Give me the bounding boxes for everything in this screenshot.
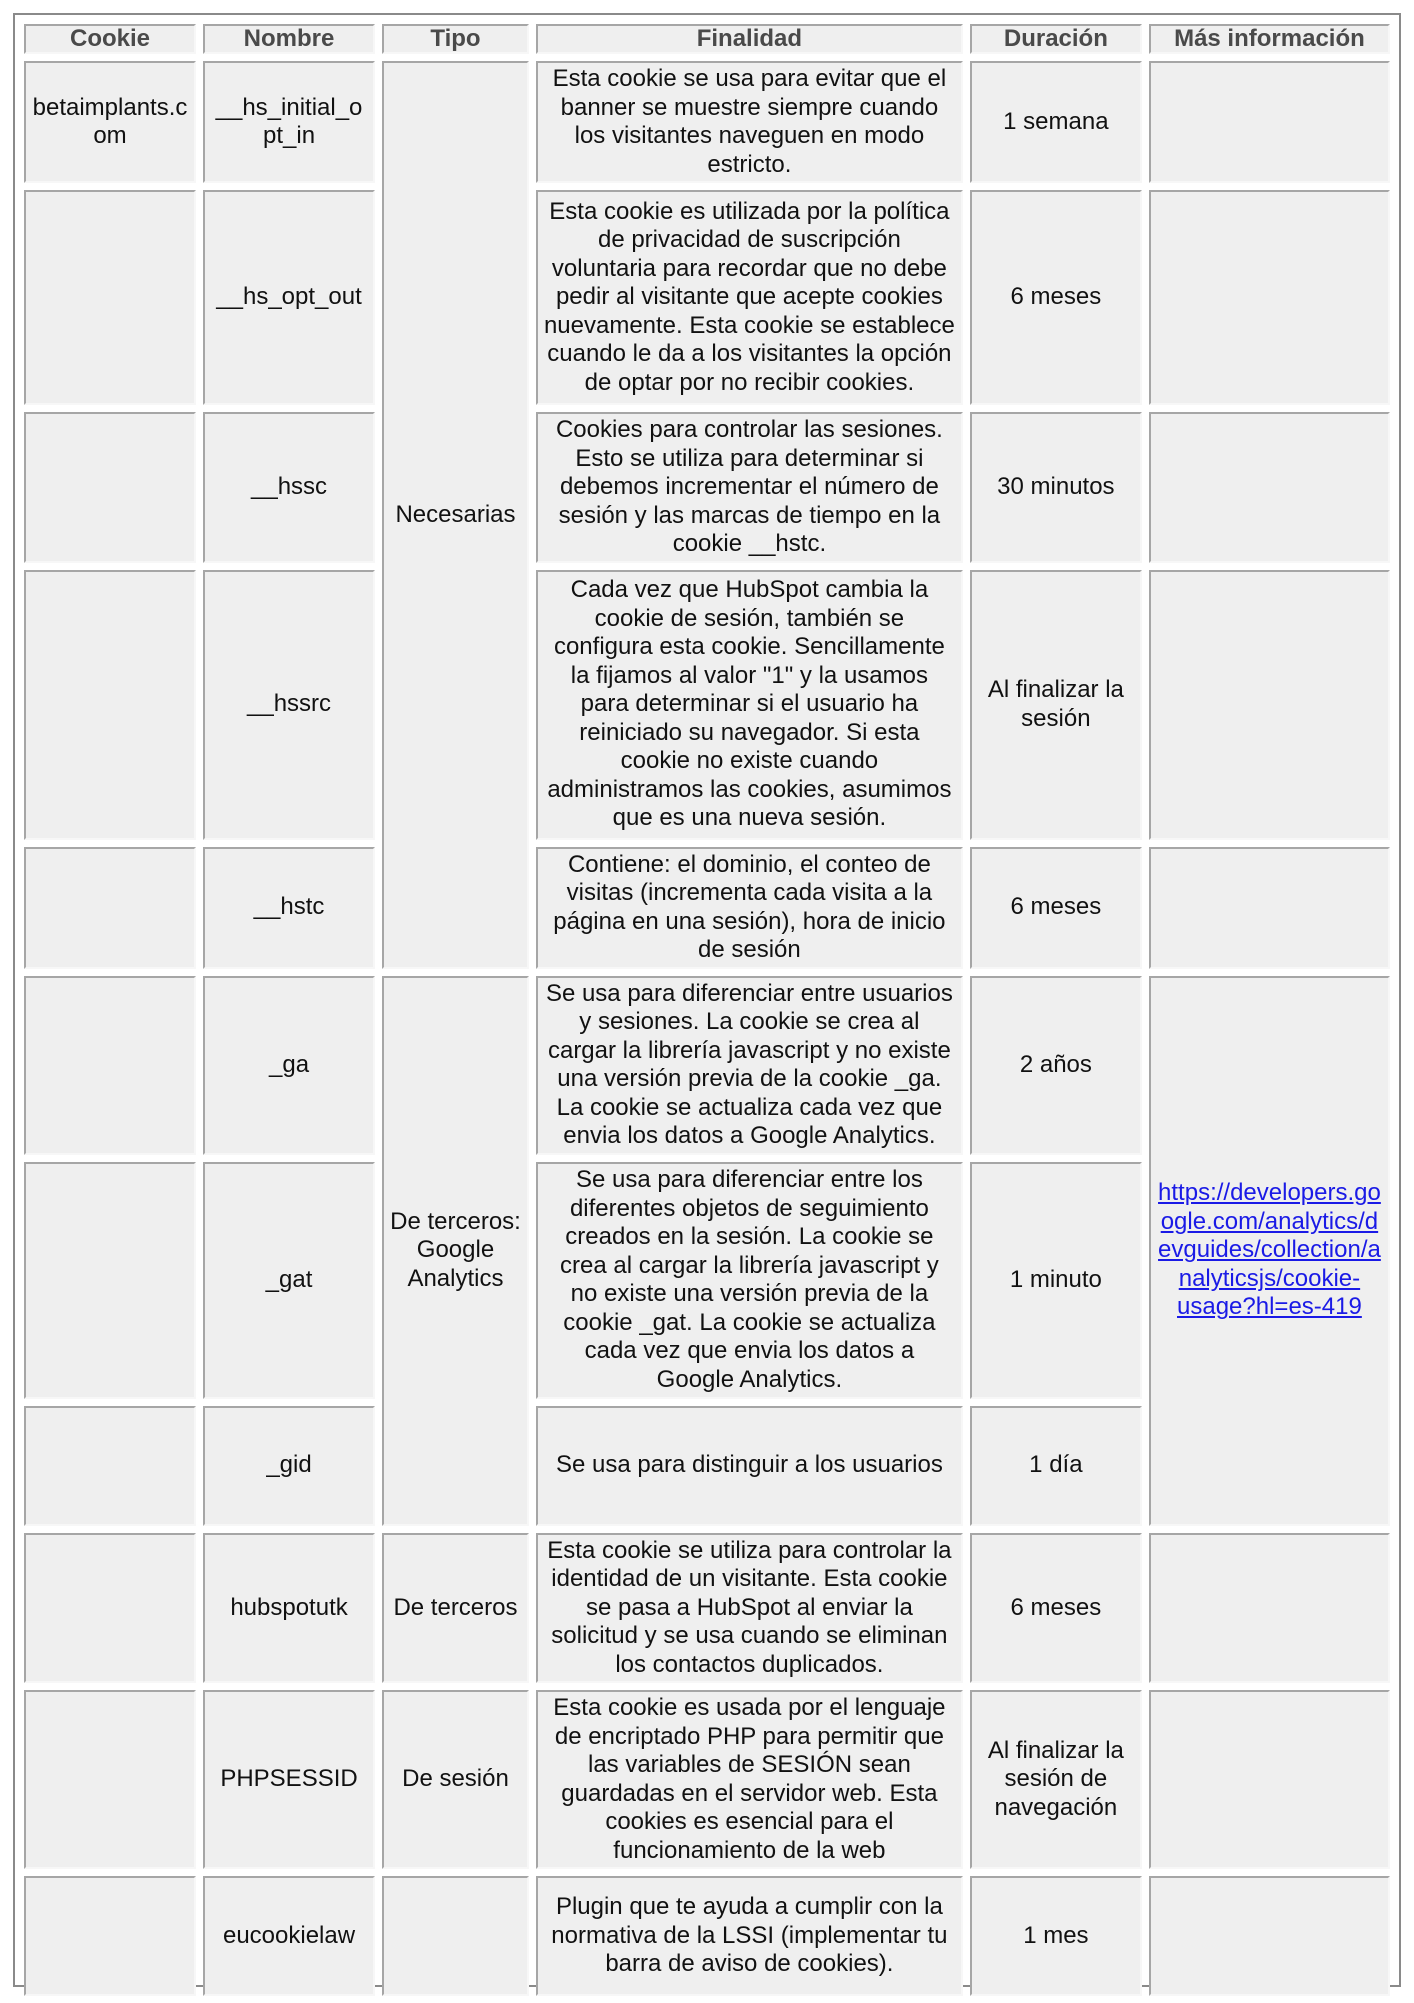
cookie-duration: Al finalizar la sesión [970, 570, 1142, 840]
cookie-purpose: Se usa para diferenciar entre los diferentes objetos de seguimiento creados en la sesión. La cookie se crea al cargar la librería javascript y no existe una versión previa de la cookie _gat. La cookie se actualiza cada vez que envia los datos a Google Analytics. [536, 1162, 963, 1399]
cookie-name: __hssc [203, 412, 375, 563]
cookie-name: __hs_opt_out [203, 190, 375, 405]
cookie-duration: 2 años [970, 976, 1142, 1155]
table-row [24, 976, 1390, 1155]
more-info-cell [1149, 847, 1390, 969]
cookie-domain [24, 847, 196, 969]
header-type: Tipo [382, 24, 529, 54]
cookie-duration: 1 semana [970, 61, 1142, 183]
cookie-purpose: Plugin que te ayuda a cumplir con la normativa de la LSSI (implementar tu barra de aviso de cookies). [536, 1876, 963, 1996]
table-row [24, 1533, 1390, 1684]
cookie-name: _gat [203, 1162, 375, 1399]
table-header-row [24, 24, 1390, 54]
type-google-analytics: De terceros: Google Analytics [382, 976, 529, 1526]
cookie-duration: 1 día [970, 1406, 1142, 1526]
cookie-name: hubspotutk [203, 1533, 375, 1684]
table-row [24, 847, 1390, 969]
table-row [24, 1876, 1390, 1996]
ga-cookie-usage-link[interactable]: https://developers.google.com/analytics/devguides/collection/analyticsjs/cookie-usage?hl=es-419 [1158, 1179, 1381, 1321]
more-info-cell [1149, 976, 1390, 1526]
cookie-name: _gid [203, 1406, 375, 1526]
cookie-name: _ga [203, 976, 375, 1155]
more-info-cell [1149, 1533, 1390, 1684]
cookie-type [382, 1876, 529, 1996]
cookie-duration: 6 meses [970, 1533, 1142, 1684]
cookie-domain [24, 1876, 196, 1996]
cookie-purpose: Esta cookie se usa para evitar que el banner se muestre siempre cuando los visitantes naveguen en modo estricto. [536, 61, 963, 183]
header-more-info: Más información [1149, 24, 1390, 54]
cookie-purpose: Cada vez que HubSpot cambia la cookie de sesión, también se configura esta cookie. Sencillamente la fijamos al valor "1" y la usamos para determinar si el usuario ha reiniciado su navegador. Si esta cookie no existe cuando administramos las cookies, asumimos que es una nueva sesión. [536, 570, 963, 840]
table-row [24, 570, 1390, 840]
table-row [24, 61, 1390, 183]
more-info-cell [1149, 570, 1390, 840]
cookie-purpose: Contiene: el dominio, el conteo de visitas (incrementa cada visita a la página en una sesión), hora de inicio de sesión [536, 847, 963, 969]
more-info-cell [1149, 61, 1390, 183]
cookie-duration: 30 minutos [970, 412, 1142, 563]
cookie-domain [24, 1533, 196, 1684]
header-name: Nombre [203, 24, 375, 54]
cookie-duration: 6 meses [970, 847, 1142, 969]
more-info-cell [1149, 1690, 1390, 1869]
cookie-purpose: Se usa para distinguir a los usuarios [536, 1406, 963, 1526]
cookie-domain [24, 1162, 196, 1399]
cookie-type: De terceros [382, 1533, 529, 1684]
cookie-purpose: Cookies para controlar las sesiones. Esto se utiliza para determinar si debemos incrementar el número de sesión y las marcas de tiempo en la cookie __hstc. [536, 412, 963, 563]
cookie-domain: betaimplants.com [24, 61, 196, 183]
cookie-duration: Al finalizar la sesión de navegación [970, 1690, 1142, 1869]
cookie-duration: 1 minuto [970, 1162, 1142, 1399]
table-row [24, 1690, 1390, 1869]
header-purpose: Finalidad [536, 24, 963, 54]
cookie-purpose: Se usa para diferenciar entre usuarios y sesiones. La cookie se crea al cargar la librería javascript y no existe una versión previa de la cookie _ga. La cookie se actualiza cada vez que envia los datos a Google Analytics. [536, 976, 963, 1155]
cookie-duration: 1 mes [970, 1876, 1142, 1996]
more-info-cell [1149, 412, 1390, 563]
header-cookie: Cookie [24, 24, 196, 54]
more-info-cell [1149, 190, 1390, 405]
cookie-name: eucookielaw [203, 1876, 375, 1996]
cookie-name: __hs_initial_opt_in [203, 61, 375, 183]
cookie-domain [24, 1690, 196, 1869]
cookie-duration: 6 meses [970, 190, 1142, 405]
cookie-purpose: Esta cookie se utiliza para controlar la identidad de un visitante. Esta cookie se pasa a HubSpot al enviar la solicitud y se usa cuando se eliminan los contactos duplicados. [536, 1533, 963, 1684]
cookie-table [17, 17, 1397, 2003]
cookie-domain [24, 190, 196, 405]
cookie-type: De sesión [382, 1690, 529, 1869]
cookie-purpose: Esta cookie es usada por el lenguaje de encriptado PHP para permitir que las variables de SESIÓN sean guardadas en el servidor web. Esta cookies es esencial para el funcionamiento de la web [536, 1690, 963, 1869]
cookie-domain [24, 1406, 196, 1526]
cookie-domain [24, 412, 196, 563]
cookie-purpose: Esta cookie es utilizada por la política de privacidad de suscripción voluntaria para recordar que no debe pedir al visitante que acepte cookies nuevamente. Esta cookie se establece cuando le da a los visitantes la opción de optar por no recibir cookies. [536, 190, 963, 405]
cookie-name: PHPSESSID [203, 1690, 375, 1869]
header-duration: Duración [970, 24, 1142, 54]
cookie-name: __hssrc [203, 570, 375, 840]
table-row [24, 190, 1390, 405]
more-info-cell [1149, 1876, 1390, 1996]
cookie-name: __hstc [203, 847, 375, 969]
cookie-domain [24, 976, 196, 1155]
cookie-domain [24, 570, 196, 840]
table-row [24, 412, 1390, 563]
type-necessary: Necesarias [382, 61, 529, 969]
